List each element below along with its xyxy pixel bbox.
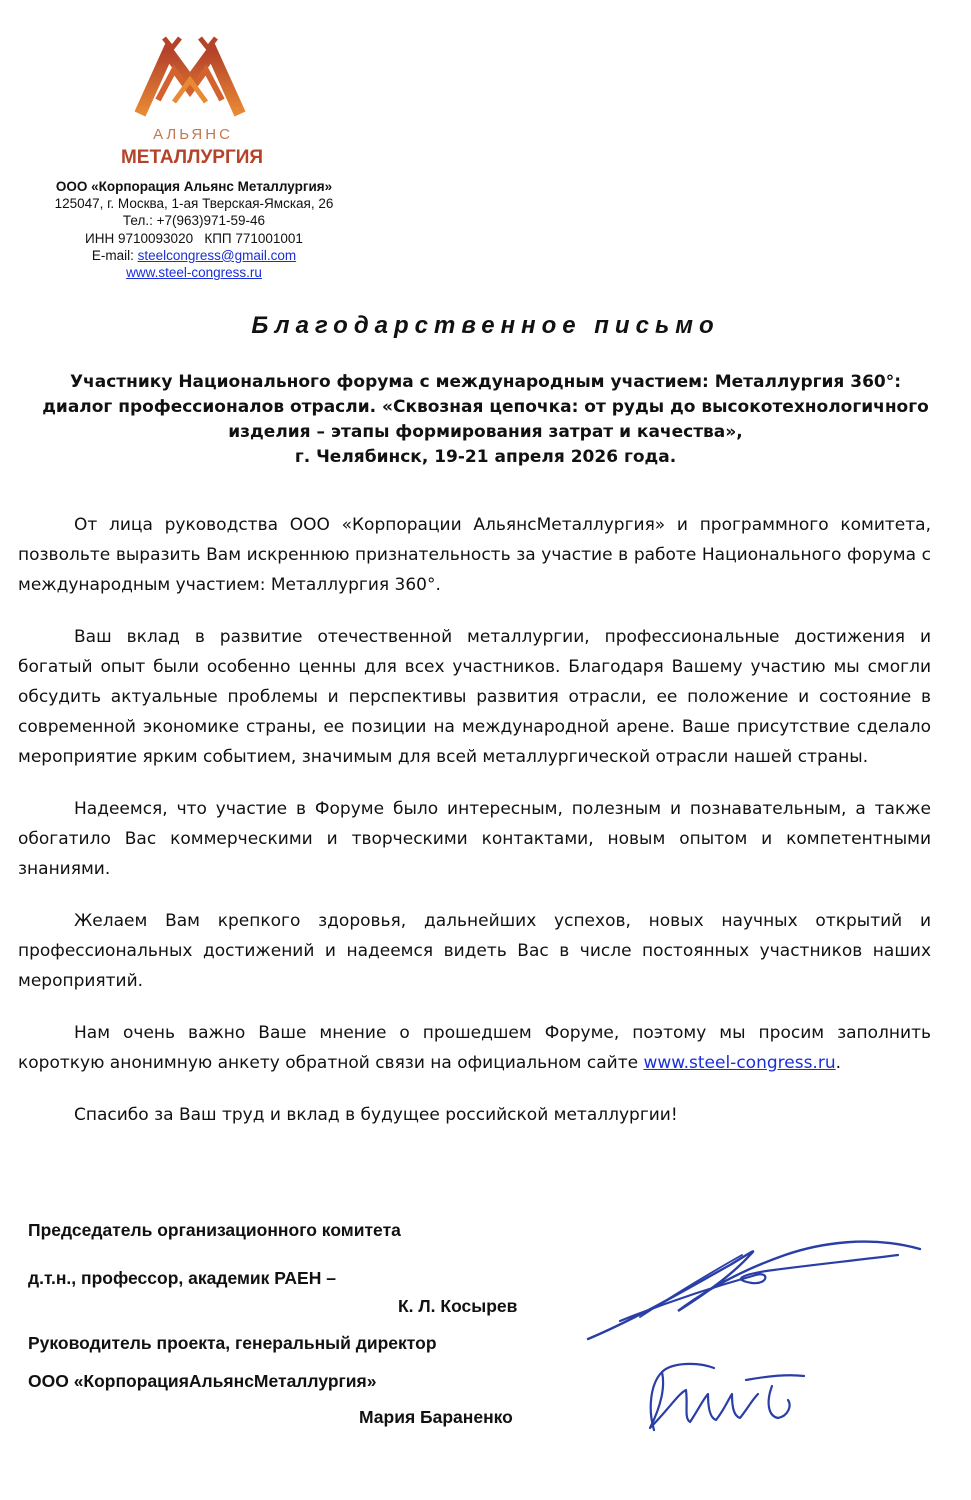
chair-role: Председатель организационного комитета	[28, 1220, 401, 1240]
paragraph: Ваш вклад в развитие отечественной металлургии, профессиональные достижения и богатый опыт были особенно ценны для всех участников. Благодаря Вашему участию мы смогли обсудить актуальные проблемы и перспективы развития отрасли, ее положение и состояние в современной экономике страны, ее позиции на международной арене. Ваше присутствие сделало мероприятие ярким событием, значимым для всей металлургической отрасли нашей страны.	[18, 627, 931, 767]
paragraph: Надеемся, что участие в Форуме было интересным, полезным и познавательным, а также обогатило Вас коммерческими и творческими контактами, новым опытом и компетентными знаниями.	[18, 799, 931, 879]
paragraph-end: .	[835, 1053, 841, 1073]
subject-line: г. Челябинск, 19-21 апреля 2026 года.	[294, 447, 677, 467]
mountain-logo-icon	[134, 30, 246, 122]
company-email-line	[24, 247, 364, 264]
email-link[interactable]: steelcongress@gmail.com	[137, 247, 297, 263]
company-name: ООО «Корпорация Альянс Металлургия»	[55, 179, 333, 194]
letter-body	[18, 510, 931, 1152]
email-label: E-mail:	[91, 247, 138, 263]
feedback-website-link[interactable]: www.steel-congress.ru	[643, 1053, 836, 1073]
company-logo	[108, 30, 276, 168]
paragraph: От лица руководства ООО «Корпорации АльянсМеталлургия» и программного комитета, позвольте выразить Вам искреннюю признательность за участие в работе Национального форума с международным участием: Металлургия 360°.	[18, 515, 931, 595]
company-phone: Тел.: +7(963)971-59-46	[122, 213, 266, 229]
paragraph-text: Нам очень важно Ваше мнение о прошедшем Форуме, поэтому мы просим заполнить короткую анонимную анкету обратной связи на официальном сайте	[18, 1023, 931, 1073]
director-name: Мария Бараненко	[359, 1407, 513, 1427]
paragraph: Спасибо за Ваш труд и вклад в будущее российской металлургии!	[74, 1105, 678, 1125]
logo-text-top: АЛЬЯНС	[153, 126, 233, 143]
website-link[interactable]: www.steel-congress.ru	[126, 265, 262, 281]
company-requisites	[24, 178, 364, 281]
chair-signature-icon	[580, 1225, 940, 1355]
chair-name: К. Л. Косырев	[398, 1296, 518, 1316]
company-website-line	[24, 264, 364, 281]
subject-line: Участнику Национального форума с международным участием: Металлургия 360°:	[69, 372, 902, 392]
logo-text-bottom: МЕТАЛЛУРГИЯ	[120, 147, 264, 168]
director-role: Руководитель проекта, генеральный директор	[28, 1333, 437, 1353]
director-company: ООО «КорпорацияАльянсМеталлургия»	[28, 1371, 377, 1391]
chair-degree: д.т.н., профессор, академик РАЕН –	[28, 1268, 336, 1288]
letter-title: Благодарственное письмо	[251, 312, 720, 339]
director-signature-icon	[628, 1350, 828, 1440]
paragraph: Желаем Вам крепкого здоровья, дальнейших успехов, новых научных открытий и профессиональных достижений и надеемся видеть Вас в числе постоянных участников наших мероприятий.	[18, 911, 931, 991]
company-inn-kpp: ИНН 9710093020 КПП 771001001	[85, 230, 303, 246]
letter-subject	[10, 370, 961, 470]
subject-line: изделия – этапы формирования затрат и качества»,	[228, 422, 743, 442]
paragraph	[18, 1018, 931, 1078]
company-address: 125047, г. Москва, 1-ая Тверская-Ямская, 26	[54, 196, 334, 212]
subject-line: диалог профессионалов отрасли. «Сквозная цепочка: от руды до высокотехнологичного	[42, 397, 929, 417]
